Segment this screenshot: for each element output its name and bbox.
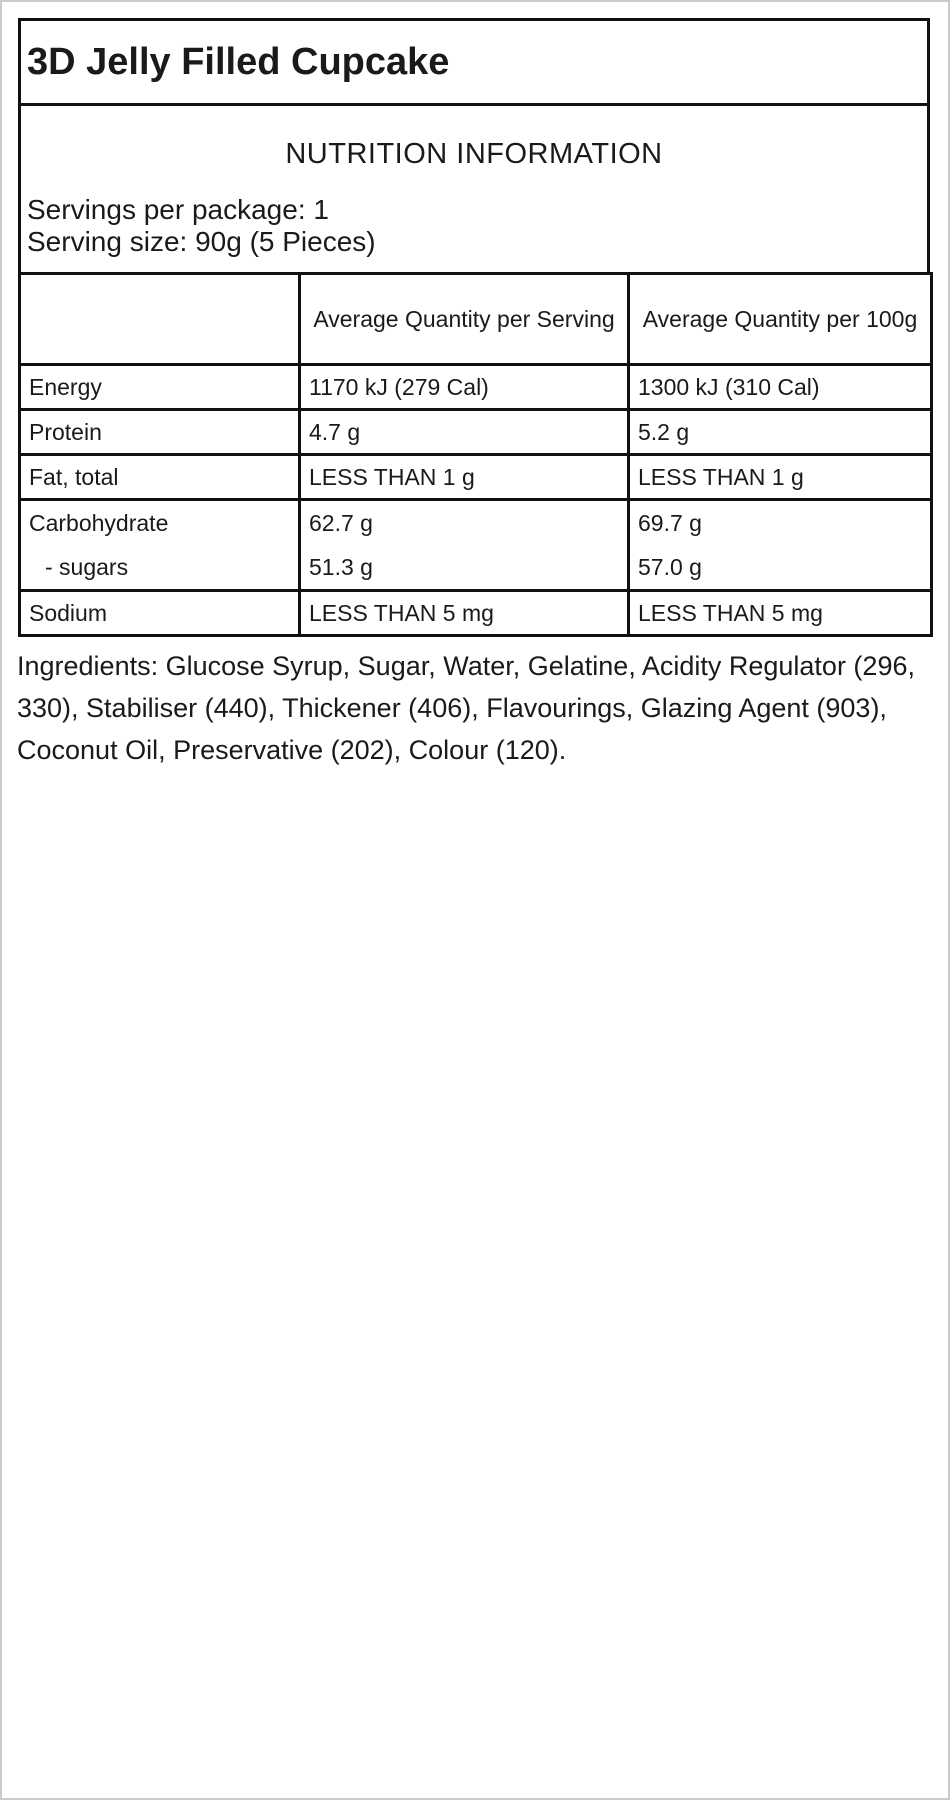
ingredients-text: Ingredients: Glucose Syrup, Sugar, Water, Gelatine, Acidity Regulator (296, 330), Stabiliser (440), Thickener (406), Flavourings, Glazing Agent (903), Coconut Oil, Preservative (202), Colour (120).	[17, 651, 915, 765]
row-name-protein: Protein	[20, 410, 300, 455]
table-row	[20, 500, 932, 591]
servings-per-package: Servings per package: 1	[27, 194, 329, 225]
row-name-energy: Energy	[20, 365, 300, 410]
serving-size: Serving size: 90g (5 Pieces)	[27, 226, 376, 257]
table-row	[20, 365, 932, 410]
nutrition-info-box	[18, 106, 930, 272]
nutrition-heading: NUTRITION INFORMATION	[285, 138, 663, 170]
table-row	[20, 410, 932, 455]
title-box	[18, 18, 930, 106]
row-name-fat: Fat, total	[20, 455, 300, 500]
fat-per-100g: LESS THAN 1 g	[629, 455, 932, 500]
carbohydrate-per-100g: 69.7 g	[638, 510, 702, 536]
nutrition-table	[18, 272, 933, 637]
table-row	[20, 455, 932, 500]
sodium-per-100g: LESS THAN 5 mg	[629, 591, 932, 636]
row-name-carbohydrate: Carbohydrate	[29, 510, 169, 536]
table-row	[20, 591, 932, 636]
row-name-sodium: Sodium	[20, 591, 300, 636]
sugars-per-serving: 51.3 g	[309, 554, 373, 580]
table-header-row	[20, 274, 932, 365]
nutrition-label	[18, 18, 930, 771]
carb-per-serving-cell	[300, 500, 629, 591]
header-per-serving: Average Quantity per Serving	[300, 274, 629, 365]
energy-per-serving: 1170 kJ (279 Cal)	[300, 365, 629, 410]
header-per-100g: Average Quantity per 100g	[629, 274, 932, 365]
fat-per-serving: LESS THAN 1 g	[300, 455, 629, 500]
sugars-per-100g: 57.0 g	[638, 554, 702, 580]
sodium-per-serving: LESS THAN 5 mg	[300, 591, 629, 636]
energy-per-100g: 1300 kJ (310 Cal)	[629, 365, 932, 410]
product-title: 3D Jelly Filled Cupcake	[27, 40, 450, 83]
protein-per-serving: 4.7 g	[300, 410, 629, 455]
carb-per-100g-cell	[629, 500, 932, 591]
row-name-sugars: - sugars	[45, 554, 129, 580]
carb-name-cell	[20, 500, 300, 591]
header-blank	[20, 274, 300, 365]
protein-per-100g: 5.2 g	[629, 410, 932, 455]
carbohydrate-per-serving: 62.7 g	[309, 510, 373, 536]
